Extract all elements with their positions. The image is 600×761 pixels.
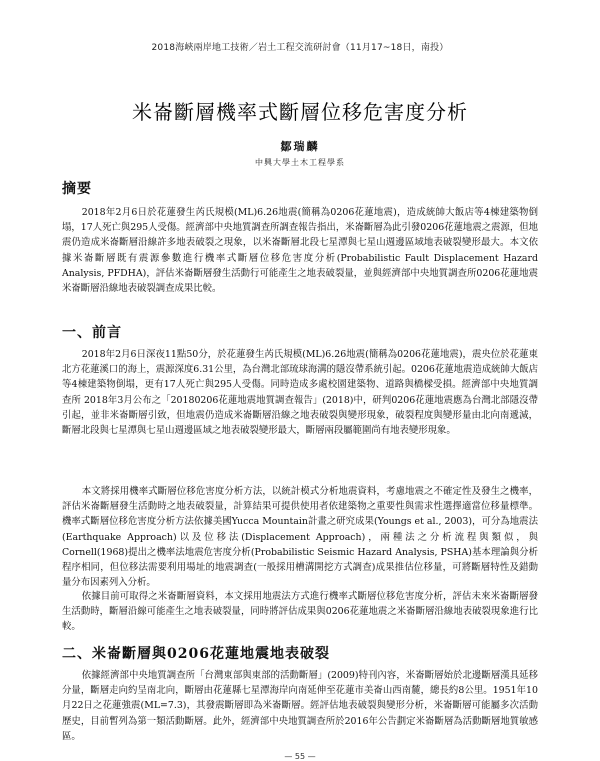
- intro-heading: 一、前言: [62, 325, 122, 341]
- section2-heading: 二、米崙斷層與0206花蓮地震地表破裂: [62, 646, 330, 662]
- intro-paragraph-2: 本文將採用機率式斷層位移危害度分析方法，以統計模式分析地震資料，考慮地震之不確定性及發生之機率，評估米崙斷層發生活動時之地表破裂量，計算結果可提供使用者依建築物之重要性與需求性選擇適當位移量標準。機率式斷層位移危害度分析方法依據美國Yucca Mountain計畫之研究成果(Youngs et al., 2003)，可分為地震法(Earthquake Approach)以及位移法(Displacement Approach)，兩種法之分析流程與類似，與Cornell(1968)提出之機率法地震危害度分析(Probabilistic Seismic Hazard Analysis, PSHA)基本理論與分析程序相同，但位移法需要利用場址的地震調查(一般採用槽溝開挖方式調查)成果推估位移量，可將斷層特性及錯動量分布因素列入分析。: [62, 486, 538, 589]
- author-affiliation: 中興大學土木工程學系: [255, 158, 345, 167]
- running-header: 2018海峽兩岸地工技術／岩土工程交流研討會（11月17~18日，南投）: [151, 43, 449, 53]
- author-name: 鄒瑞麟: [280, 140, 320, 153]
- intro-paragraph-3: 依據目前可取得之米崙斷層資料，本文採用地震法方式進行機率式斷層位移危害度分析，評估未來米崙斷層發生活動時，斷層沿線可能產生之地表破裂量，同時將評估成果與0206花蓮地震之米崙斷層沿線地表破裂現象進行比較。: [62, 591, 538, 633]
- paper-title: 米崙斷層機率式斷層位移危害度分析: [132, 100, 468, 124]
- page-number: — 55 —: [284, 752, 316, 761]
- section2-paragraph-1: 依據經濟部中央地質調查所「台灣東部與東部的活動斷層」(2009)特刊內容，米崙斷層始於北邊斷層漢具延移分量，斷層走向約呈南北向，斷層由花蓮縣七星潭海岸向南延伸至花蓮市美崙山西南麓，總長約8公里。1951年10月22日之花蓮強震(ML=7.3)，其發震斷層即為米崙斷層。經評估地表破裂與變形分析，米崙斷層可能屬多次活動歷史，目前暫列為第一類活動斷層。此外，經濟部中央地質調查所於2016年公告劃定米崙斷層為活動斷層地質敏感區。: [62, 670, 538, 742]
- abstract-heading: 摘要: [62, 181, 92, 197]
- intro-paragraph-1: 2018年2月6日深夜11點50分，於花蓮發生芮氏規模(ML)6.26地震(簡稱為0206花蓮地震)，震央位於花蓮東北方花蓮溪口的海上，震源深度6.31公里，為台灣北部琉球海溝的隱沒帶系統引起。0206花蓮地震造成統帥大飯店等4棟建築物倒塌，更有17人死亡與295人受傷。同時造成多處校園建築物、道路與橋樑受損。經濟部中央地質調查所 2018年3月公布之「20180206花蓮地震地質調查報告」(2018)中，研判0206花蓮地震應為台灣北部隱沒帶引起，並非米崙斷層引致，但地震仍造成米崙斷層沿線之地表破裂與變形現象，破裂程度與變形量由北向南遞減，斷層北段與七星潭與七星山週邊區域之地表破裂變形最大，斷層兩段屬範圍尚有地表變形現象。: [62, 349, 538, 437]
- abstract-paragraph: 2018年2月6日於花蓮發生芮氏規模(ML)6.26地震(簡稱為0206花蓮地震)，造成統帥大飯店等4棟建築物倒塌，17人死亡與295人受傷。經濟部中央地質調查所調查報告指出，米崙斷層為此引發0206花蓮地震之震源，但地震仍造成米崙斷層沿線許多地表破裂之現象，以米崙斷層北段七星潭與七星山週邊區域地表破裂變形最大。本文依據米崙斷層既有震源參數進行機率式斷層位移危害度分析(Probabilistic Fault Displacement Hazard Analysis, PFDHA)，評估米崙斷層發生活動行可能產生之地表破裂量，並與經濟部中央地質調查所0206花蓮地震米崙斷層沿線地表破裂調查成果比較。: [62, 207, 538, 295]
